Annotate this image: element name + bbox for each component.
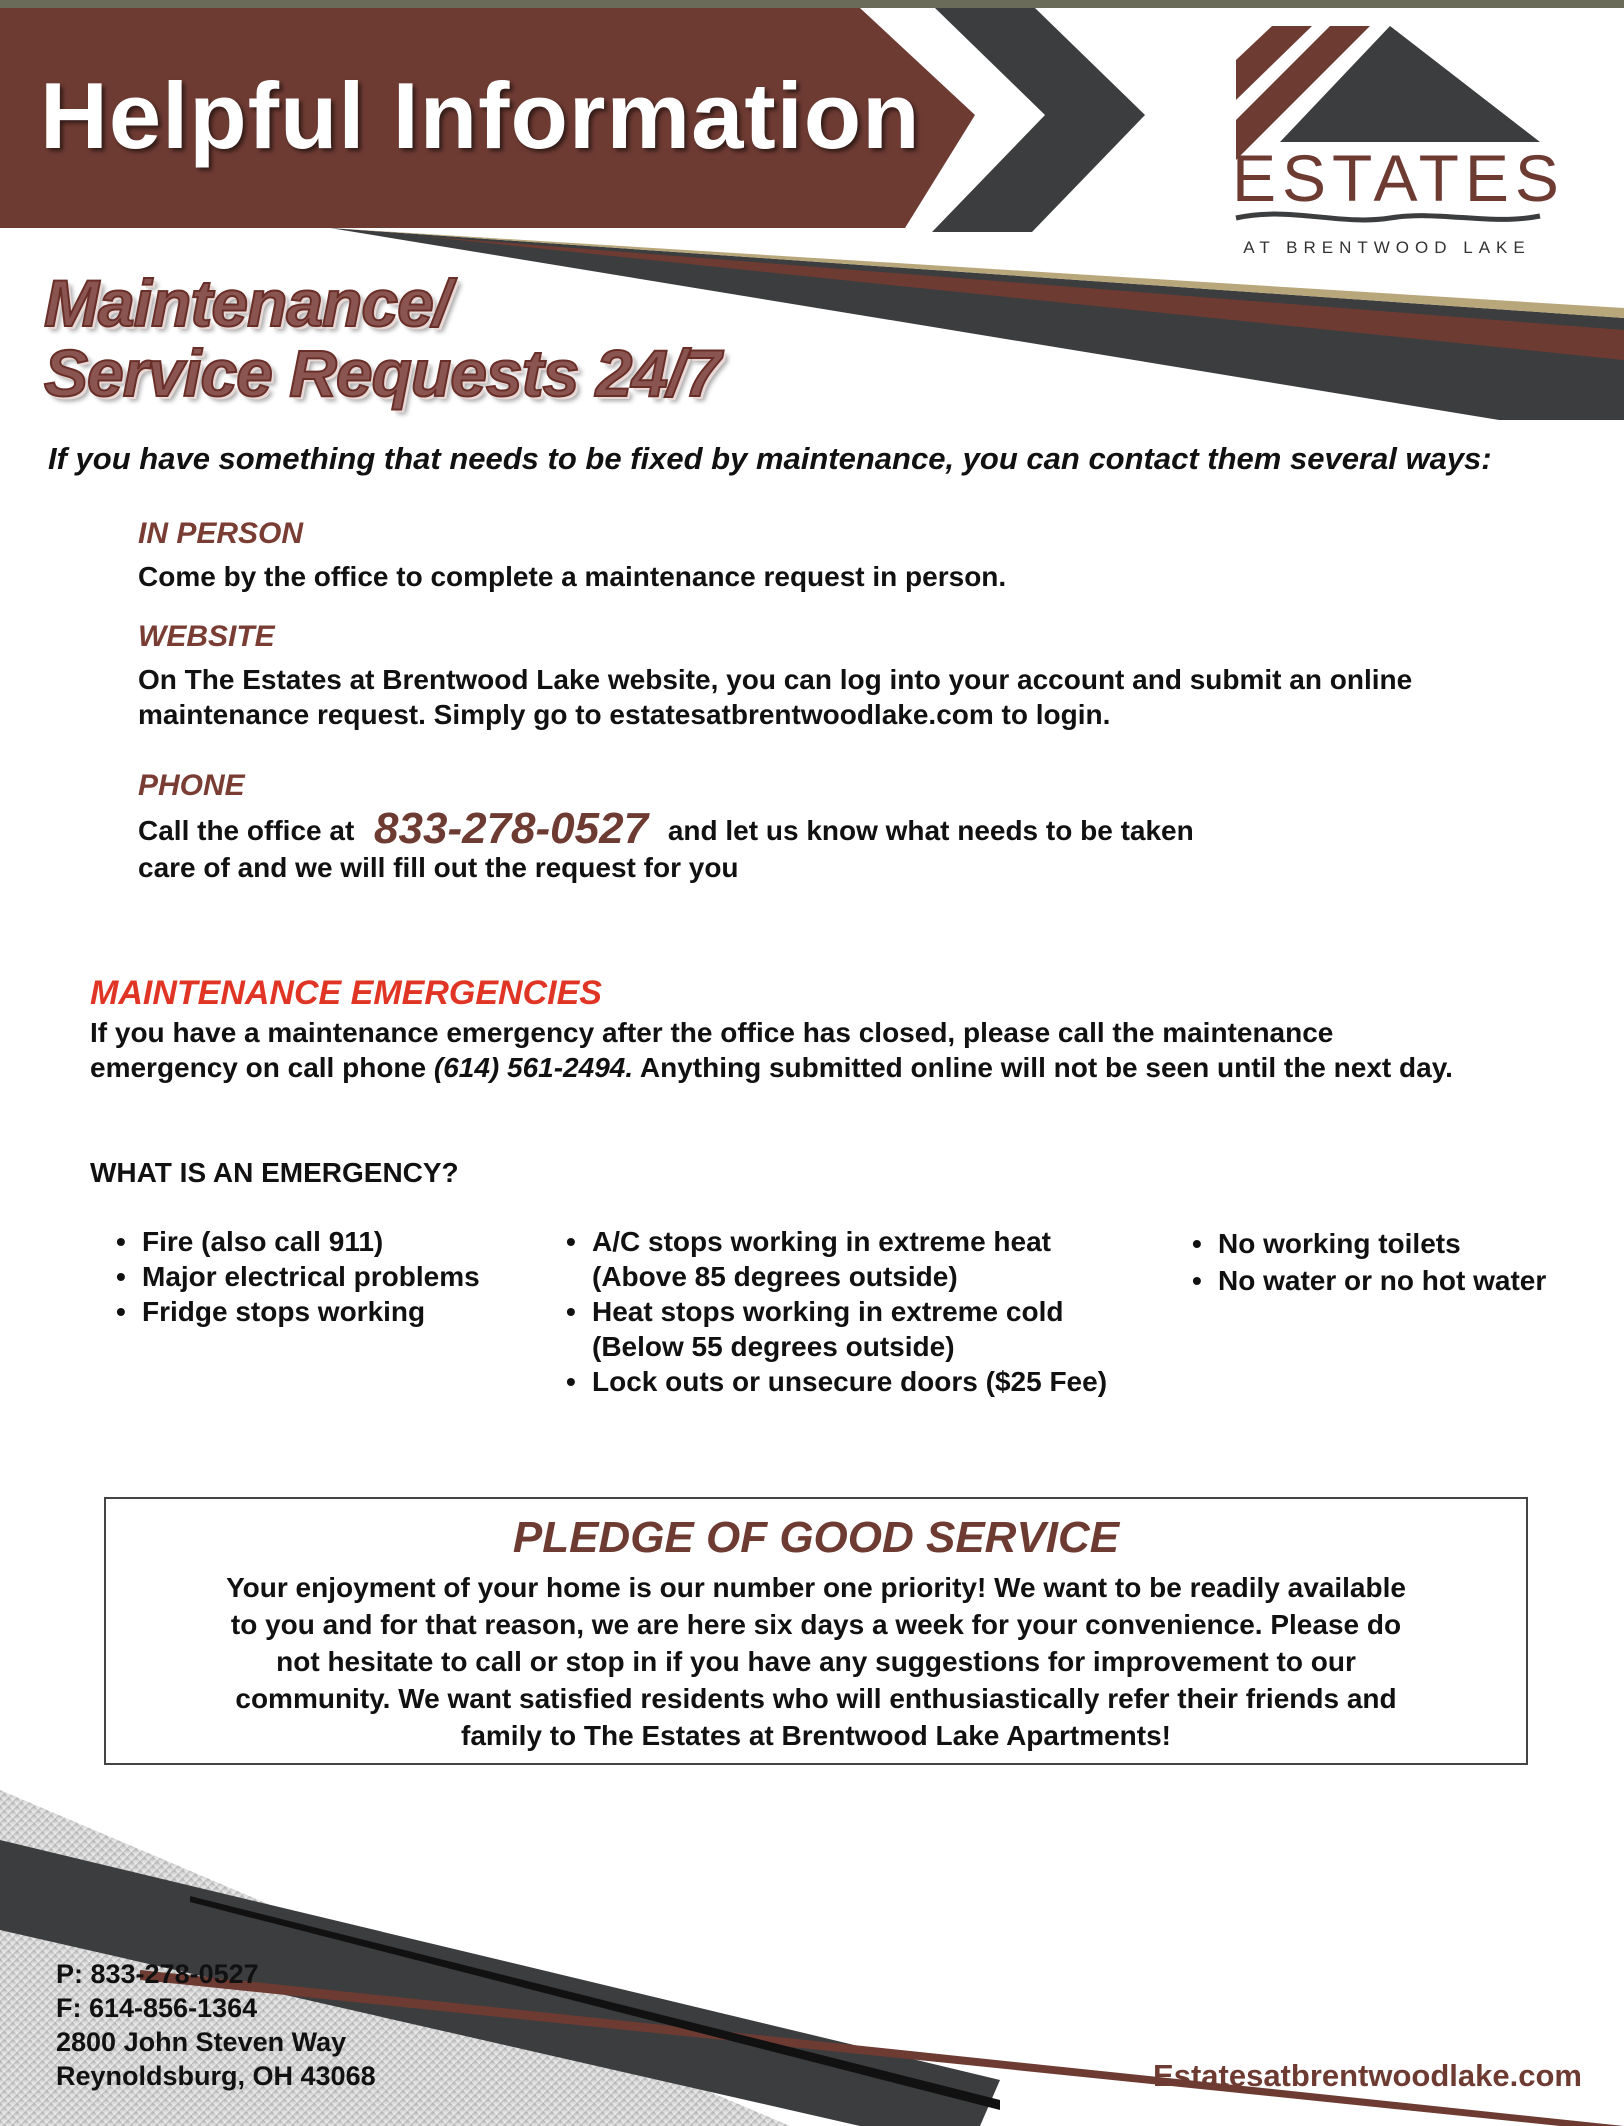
emergencies-text-after: Anything submitted online will not be seen until the next day. (633, 1052, 1453, 1083)
pledge-text-line: Your enjoyment of your home is our number one priority! We want to be readily available (226, 1572, 1406, 1603)
intro-text: If you have something that needs to be fixed by maintenance, you can contact them several ways: (48, 441, 1492, 476)
logo-tagline: AT BRENTWOOD LAKE (1243, 238, 1531, 257)
contact-street: 2800 John Steven Way (56, 2027, 347, 2057)
method-in-person (138, 517, 1538, 594)
emergency-list-col-1 (112, 1224, 480, 1329)
pledge-heading: PLEDGE OF GOOD SERVICE (512, 1513, 1120, 1562)
section-title-line-1: Maintenance/ (44, 266, 451, 340)
emergencies-heading: MAINTENANCE EMERGENCIES (90, 974, 602, 1012)
method-phone (138, 769, 1538, 885)
method-text-line: care of and we will fill out the request for you (138, 852, 739, 883)
contact-city: Reynoldsburg, OH 43068 (56, 2061, 376, 2091)
list-item: • No water or no hot water (1188, 1263, 1546, 1298)
list-item-line: (Above 85 degrees outside) (592, 1261, 958, 1292)
pledge-text-line: family to The Estates at Brentwood Lake Apartments! (461, 1720, 1171, 1751)
list-item: • Fridge stops working (112, 1294, 480, 1329)
list-item (562, 1364, 1107, 1399)
list-item: • Major electrical problems (112, 1259, 480, 1294)
emergencies-text-line: If you have a maintenance emergency after the office has closed, please call the maintenance (90, 1017, 1334, 1048)
method-heading: PHONE (138, 769, 245, 802)
emergency-list-col-3 (1188, 1226, 1546, 1298)
emergencies-text-line (90, 1050, 1590, 1085)
emergencies-text (90, 1015, 1590, 1085)
list-item-line: • Lock outs or unsecure doors ($25 Fee) (592, 1366, 1108, 1397)
method-text: Come by the office to complete a maintenance request in person. (138, 561, 1007, 592)
section-title-line-2: Service Requests 24/7 (44, 336, 721, 410)
method-text-line (138, 804, 1538, 853)
pledge-text-line: community. We want satisfied residents who will enthusiastically refer their friends and (235, 1683, 1397, 1714)
contact-fax: F: 614-856-1364 (56, 1993, 258, 2023)
website-link[interactable]: Estatesatbrentwoodlake.com (1153, 2058, 1582, 2093)
list-item (562, 1224, 1107, 1294)
phone-text-before: Call the office at (138, 815, 355, 846)
list-item (562, 1294, 1107, 1364)
contact-block (56, 1957, 376, 2093)
list-item: • No working toilets (1188, 1226, 1546, 1261)
pledge-text (176, 1569, 1456, 1754)
method-heading: IN PERSON (138, 517, 304, 550)
method-text-line: maintenance request. Simply go to estatesatbrentwoodlake.com to login. (138, 699, 1111, 730)
list-item-line: (Below 55 degrees outside) (592, 1331, 955, 1362)
list-item-line: • Heat stops working in extreme cold (592, 1296, 1064, 1327)
emergency-list-col-2 (562, 1224, 1107, 1399)
section-title (44, 268, 720, 408)
emergencies-text-before: emergency on call phone (90, 1052, 434, 1083)
what-is-emergency-heading: WHAT IS AN EMERGENCY? (90, 1157, 459, 1188)
logo-wordmark: ESTATES (1232, 141, 1565, 215)
page-title: Helpful Information (40, 63, 921, 168)
list-item: • Fire (also call 911) (112, 1224, 480, 1259)
pledge-text-line: to you and for that reason, we are here six days a week for your convenience. Please do (230, 1609, 1402, 1640)
method-heading: WEBSITE (138, 620, 275, 653)
pledge-text-line: not hesitate to call or stop in if you have any suggestions for improvement to our (276, 1646, 1356, 1677)
phone-text-after: and let us know what needs to be taken (667, 815, 1194, 846)
contact-phone[interactable]: P: 833-278-0527 (56, 1959, 259, 1989)
emergency-phone-number[interactable]: (614) 561-2494. (433, 1052, 634, 1083)
list-item-line: • A/C stops working in extreme heat (592, 1226, 1051, 1257)
method-text-line: On The Estates at Brentwood Lake website, you can log into your account and submit an online (138, 664, 1413, 695)
office-phone-number[interactable]: 833-278-0527 (374, 804, 649, 853)
pledge-box (104, 1497, 1528, 1765)
method-website (138, 620, 1538, 732)
